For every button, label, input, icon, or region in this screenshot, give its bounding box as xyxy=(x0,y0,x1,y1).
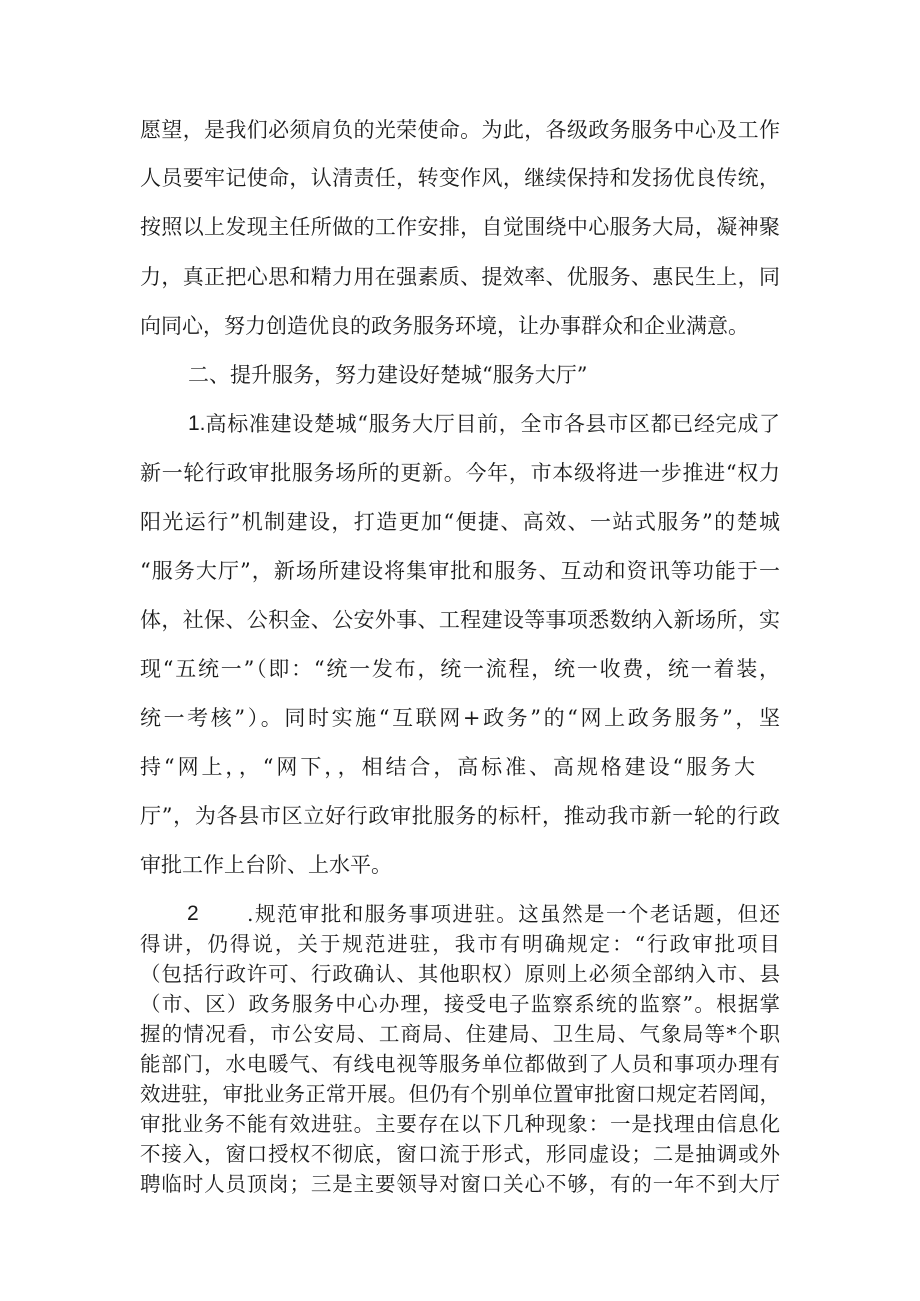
paragraph-2-line-7: 统一考核”）。同时实施“互联网+政务”的“网上政务服务”，坚 xyxy=(140,706,780,730)
paragraph-2-line-4: “服务大厅”，新场所建设将集审批和服务、互动和资讯等功能于一 xyxy=(140,559,780,583)
paragraph-1-line-5: 向同心，努力创造优良的政务服务环境，让办事群众和企业满意。 xyxy=(140,314,749,338)
paragraph-2-line-6: 现“五统一”（即：“统一发布，统一流程，统一收费，统一着装， xyxy=(140,657,780,681)
paragraph-2-line-8: 持“网上，，“网下，，相结合，高标准、高规格建设“服务大 xyxy=(140,755,755,779)
paragraph-1-line-2: 人员要牢记使命，认清责任，转变作风，继续保持和发扬优良传统， xyxy=(140,166,780,190)
paragraph-1-line-1: 愿望，是我们必须肩负的光荣使命。为此，各级政务服务中心及工作 xyxy=(140,118,780,142)
paragraph-2-line-1-text: 高标准建设楚城“服务大厅目前，全市各县市区都已经完成了 xyxy=(205,412,780,436)
paragraph-3-line-7: 效进驻，审批业务正常开展。但仍有个别单位置审批窗口规定若罔闻， xyxy=(140,1082,780,1106)
paragraph-1-line-3: 按照以上发现主任所做的工作安排，自觉围绕中心服务大局，凝神聚 xyxy=(140,215,780,239)
paragraph-2-line-3: 阳光运行”机制建设，打造更加“便捷、高效、一站式服务”的楚城 xyxy=(140,510,780,534)
paragraph-3-line-9: 不接入，窗口授权不彻底，窗口流于形式，形同虚设；二是抽调或外 xyxy=(140,1142,780,1166)
paragraph-2-line-1 xyxy=(188,409,780,439)
paragraph-3-line-1: .规范审批和服务事项进驻。这虽然是一个老话题，但还 xyxy=(247,902,780,926)
paragraph-3-line-10: 聘临时人员顶岗；三是主要领导对窗口关心不够，有的一年不到大厅 xyxy=(140,1172,780,1196)
paragraph-2-line-2: 新一轮行政审批服务场所的更新。今年，市本级将进一步推进“权力 xyxy=(140,461,780,485)
paragraph-2-number: 1. xyxy=(188,412,206,435)
paragraph-1-line-4: 力，真正把心思和精力用在强素质、提效率、优服务、惠民生上，同 xyxy=(140,265,780,289)
paragraph-2-line-5: 体，社保、公积金、公安外事、工程建设等事项悉数纳入新场所，实 xyxy=(140,608,780,632)
paragraph-2-line-9: 厅”，为各县市区立好行政审批服务的标杆，推动我市新一轮的行政 xyxy=(140,804,780,828)
paragraph-3-line-2: 得讲，仍得说，关于规范进驻，我市有明确规定：“行政审批项目 xyxy=(140,932,780,956)
paragraph-3-line-4: （市、区）政务服务中心办理，接受电子监察系统的监察”。根据掌 xyxy=(140,992,780,1016)
paragraph-3-number: 2 xyxy=(187,902,199,925)
section-heading: 二、提升服务，努力建设好楚城“服务大厅” xyxy=(188,363,588,387)
paragraph-3-line-6: 能部门，水电暖气、有线电视等服务单位都做到了人员和事项办理有 xyxy=(140,1052,780,1076)
paragraph-2-line-10: 审批工作上台阶、上水平。 xyxy=(140,853,392,877)
paragraph-3-line-5: 握的情况看，市公安局、工商局、住建局、卫生局、气象局等*个职 xyxy=(140,1022,780,1046)
paragraph-3-line-3: （包括行政许可、行政确认、其他职权）原则上必须全部纳入市、县 xyxy=(140,962,780,986)
paragraph-3-line-8: 审批业务不能有效进驻。主要存在以下几种现象：一是找理由信息化 xyxy=(140,1112,780,1136)
